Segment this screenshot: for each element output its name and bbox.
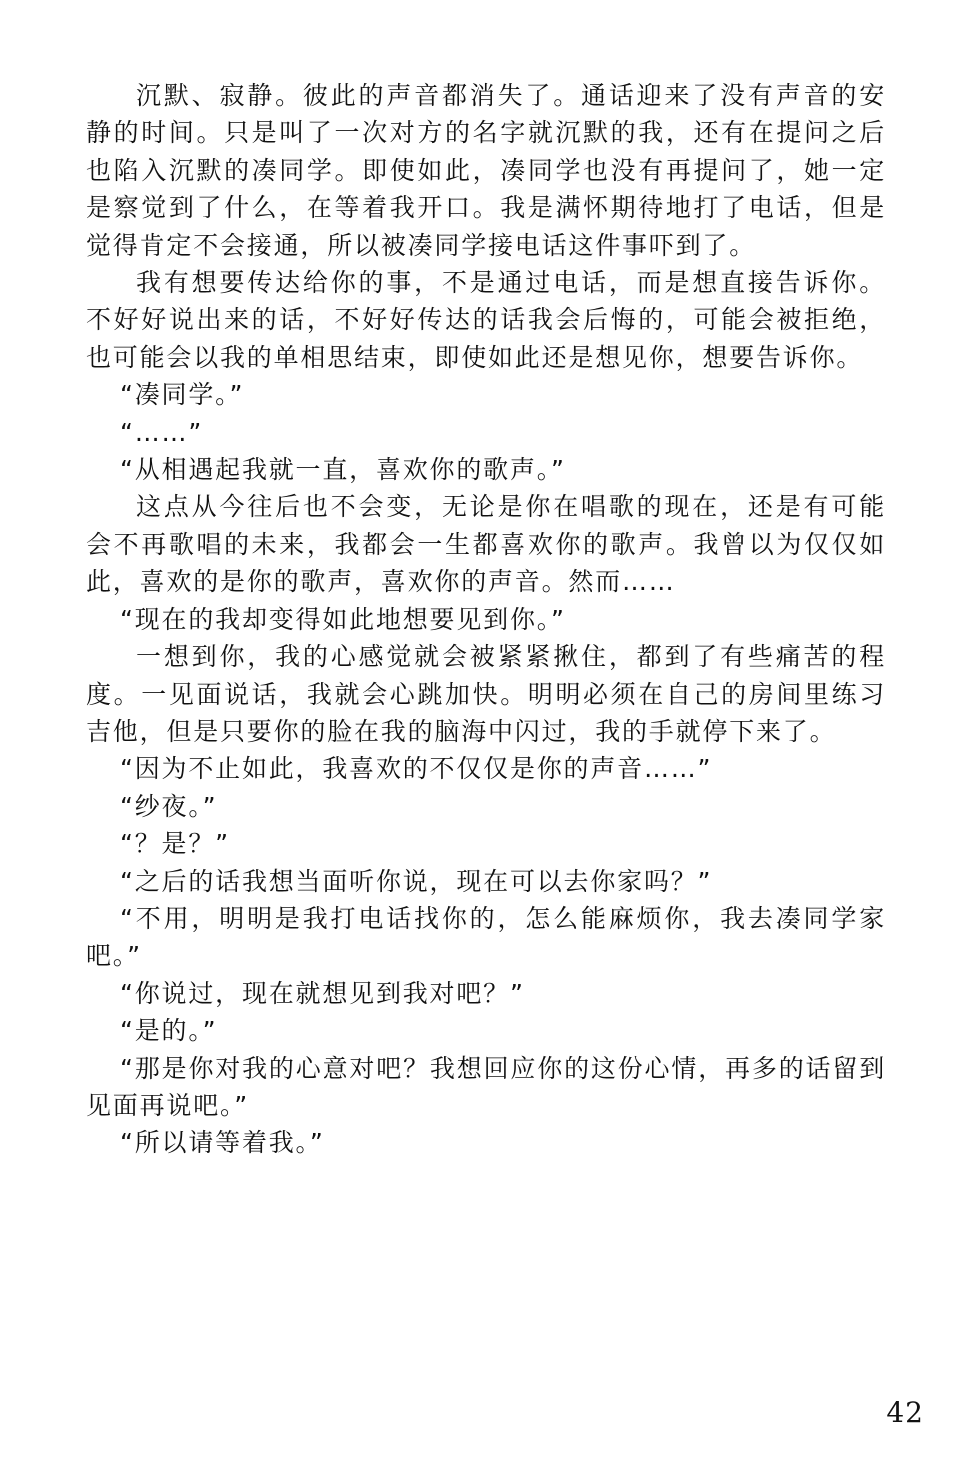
page-body (86, 77, 886, 1162)
paragraph: 这点从今往后也不会变，无论是你在唱歌的现在，还是有可能会不再歌唱的未来，我都会一生都喜欢你的歌声。我曾以为仅仅如此，喜欢的是你的歌声，喜欢你的声音。然而…… (86, 492, 886, 597)
dialogue-line: “纱夜。” (120, 791, 218, 821)
dialogue-line: “从相遇起我就一直，喜欢你的歌声。” (120, 455, 566, 485)
paragraph: 一想到你，我的心感觉就会被紧紧揪住，都到了有些痛苦的程度。一见面说话，我就会心跳加快。明明必须在自己的房间里练习吉他，但是只要你的脸在我的脑海中闪过，我的手就停下来了。 (86, 642, 886, 746)
dialogue-line: “因为不止如此，我喜欢的不仅仅是你的声音……” (120, 754, 713, 784)
dialogue-line: “现在的我却变得如此地想要见到你。” (120, 604, 566, 634)
paragraph: 沉默、寂静。彼此的声音都消失了。通话迎来了没有声音的安静的时间。只是叫了一次对方的名字就沉默的我，还有在提问之后也陷入沉默的凑同学。即使如此，凑同学也没有再提问了，她一定是察觉到了什么，在等着我开口。我是满怀期待地打了电话，但是觉得肯定不会接通，所以被凑同学接电话这件事吓到了。 (86, 81, 886, 260)
dialogue-line: “所以请等着我。” (120, 1128, 325, 1158)
dialogue-line: “……” (120, 417, 204, 447)
dialogue-line: “那是你对我的心意对吧？我想回应你的这份心情，再多的话留到见面再说吧。” (86, 1053, 886, 1120)
dialogue-line: “你说过，现在就想见到我对吧？” (120, 978, 525, 1008)
dialogue-line: “是的。” (120, 1016, 218, 1046)
dialogue-line: “之后的话我想当面听你说，现在可以去你家吗？” (120, 866, 713, 896)
page-number: 42 (886, 1396, 924, 1429)
dialogue-line: “不用，明明是我打电话找你的，怎么能麻烦你，我去凑同学家吧。” (86, 903, 886, 971)
paragraph: 我有想要传达给你的事，不是通过电话，而是想直接告诉你。不好好说出来的话，不好好传达的话我会后悔的，可能会被拒绝，也可能会以我的单相思结束，即使如此还是想见你，想要告诉你。 (86, 268, 886, 372)
dialogue-line: “凑同学。” (120, 380, 245, 410)
dialogue-line: “？是？” (120, 829, 230, 859)
